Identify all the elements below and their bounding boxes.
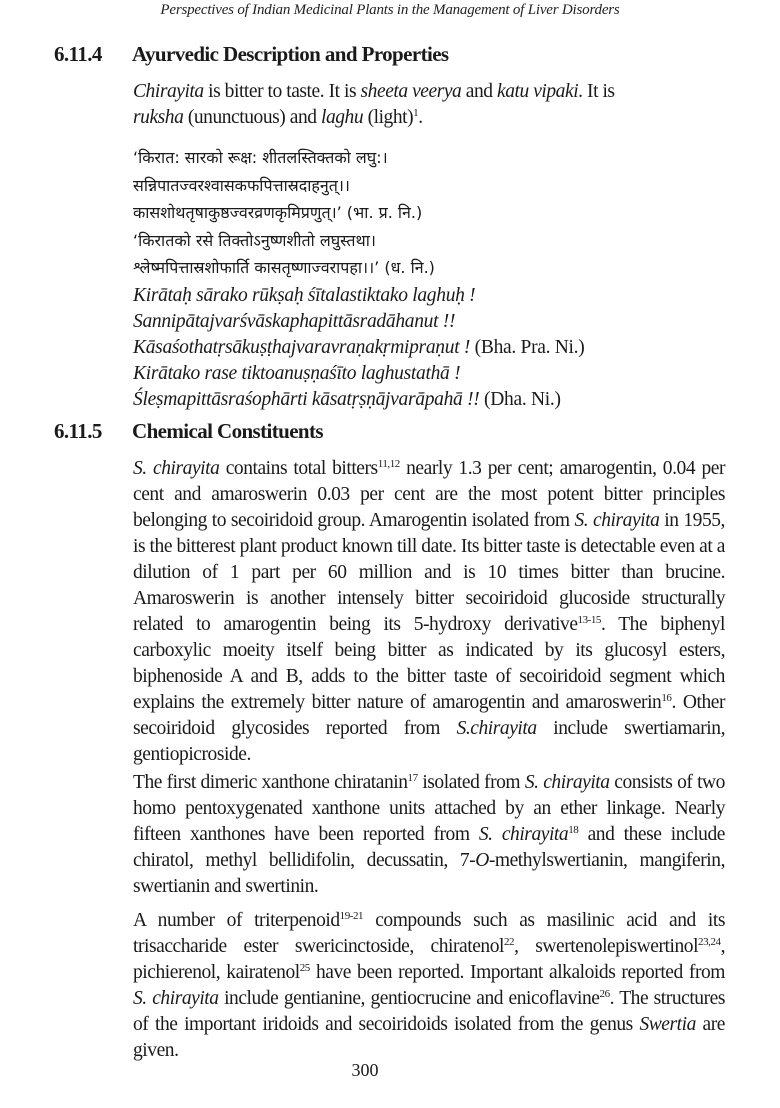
- chemical-paragraph-3: [133, 908, 725, 1064]
- chemical-paragraph-2: [133, 770, 725, 900]
- verse-line: श्लेष्मपित्तास्रशोफार्ति कासतृष्णाज्वरापहा।।’ (ध. नि.): [133, 258, 435, 277]
- text: and: [461, 81, 498, 102]
- translit-line: [133, 335, 584, 361]
- page-number: 300: [351, 1060, 379, 1080]
- text: compounds such as masilinic acid and its trisaccharide ester swericinctoside, chiratenol: [133, 910, 725, 957]
- text: include gentianine, gentiocrucine and enicoflavine: [218, 988, 600, 1009]
- ayurvedic-paragraph: [133, 79, 725, 131]
- text: The first dimeric xanthone chiratanin: [133, 772, 408, 793]
- text: and these include chiratol, methyl bellidifolin, decussatin, 7-: [133, 824, 725, 871]
- text: is bitter to taste. It is: [203, 81, 361, 102]
- text: are given.: [133, 1014, 725, 1061]
- section-title: Chemical Constituents: [132, 419, 323, 443]
- term: ruksha: [133, 107, 184, 128]
- text: . The biphenyl carboxylic moeity itself being bitter as indicated by its glucosyl esters, biphenoside A and B, adds to the bitter taste of secoiridoid segment which explains the extremely bitter nature of amarogentin and amaroswerin: [133, 614, 726, 713]
- text: , swertenolepiswertinol: [514, 936, 699, 957]
- verse-source: (Dha. Ni.): [479, 389, 561, 410]
- text: have been reported. Important alkaloids reported from: [309, 962, 726, 983]
- term: katu vipaki: [497, 81, 579, 102]
- species-name: S. chirayita: [574, 510, 660, 531]
- verse-line: कासशोथतृषाकुष्ठज्वरव्रणकृमिप्रणुत्।’ (भा. प्र. नि.): [133, 203, 423, 222]
- species-name: S.chirayita: [456, 718, 537, 739]
- text: A number of triterpenoid: [133, 910, 340, 931]
- section-heading-6-11-5: [54, 419, 323, 444]
- verse-text: Kāsaśothatṛsākuṣṭhajvaravraṇakṛmipraṇut !: [133, 337, 471, 358]
- translit-line: [133, 283, 584, 309]
- verse-text: Kirātako rase tiktoanuṣṇaśīto laghustathā !: [133, 363, 461, 384]
- verse-text: Kirātaḥ sārako rūkṣaḥ śītalastiktako laghuḥ !: [133, 285, 476, 306]
- term: sheeta veerya: [360, 81, 462, 102]
- running-header: Perspectives of Indian Medicinal Plants in the Management of Liver Disorders: [160, 2, 620, 18]
- citation: 17: [407, 772, 418, 784]
- citation: 13-15: [577, 614, 601, 626]
- sanskrit-verse-devanagari: [133, 144, 435, 282]
- citation: 11,12: [377, 458, 400, 470]
- species-name: S. chirayita: [133, 988, 219, 1009]
- citation: 16: [661, 692, 672, 704]
- text: .: [418, 107, 423, 128]
- citation: 19-21: [339, 910, 364, 922]
- text: . Other secoiridoid glycosides reported from: [133, 692, 726, 739]
- text: . The structures of the important iridoids and secoiridoids isolated from the genus: [133, 988, 725, 1035]
- section-heading-6-11-4: [54, 42, 449, 67]
- term: laghu: [320, 107, 364, 128]
- citation: 23,24: [698, 936, 721, 948]
- text: include swertiamarin, gentiopicroside.: [133, 718, 725, 765]
- verse-source: (Bha. Pra. Ni.): [470, 337, 585, 358]
- sanskrit-verse-transliteration: [133, 283, 584, 413]
- text-italic: O: [475, 850, 489, 871]
- species-name: S. chirayita: [524, 772, 610, 793]
- genus-name: Swertia: [639, 1014, 696, 1035]
- text: nearly 1.3 per cent; amarogentin, 0.04 per cent and amaroswerin 0.03 per cent are the most potent bitter principles belonging to secoiridoid group. Amarogentin isolated from: [133, 458, 725, 531]
- translit-line: [133, 387, 584, 413]
- term: Chirayita: [133, 81, 204, 102]
- chemical-paragraph-1: [133, 456, 725, 768]
- citation: 25: [299, 962, 310, 974]
- species-name: S. chirayita: [133, 458, 220, 479]
- text: (ununctuous) and: [183, 107, 321, 128]
- species-name: S. chirayita: [478, 824, 569, 845]
- text: -methylswertianin, mangiferin, swertianin and swertinin.: [133, 850, 725, 897]
- text: contains total bitters: [219, 458, 378, 479]
- translit-line: [133, 361, 584, 387]
- section-number: 6.11.5: [54, 419, 102, 443]
- text: , pichierenol, kairatenol: [133, 936, 725, 983]
- citation: 22: [504, 936, 515, 948]
- section-number: 6.11.4: [54, 42, 102, 66]
- text: (light): [363, 107, 414, 128]
- translit-line: [133, 309, 584, 335]
- verse-line: ‘किरात: सारको रूक्ष: शीतलस्तिक्तको लघु:।: [133, 148, 388, 167]
- text: isolated from: [417, 772, 525, 793]
- citation: 26: [599, 988, 610, 1000]
- verse-text: Śleṣmapittāsraśophārti kāsatṛṣṇājvarāpahā !!: [133, 389, 480, 410]
- section-title: Ayurvedic Description and Properties: [132, 42, 449, 66]
- text: consists of two homo pentoxygenated xanthone units attached by an ether linkage. Nearly fifteen xanthones have been reported from: [133, 772, 725, 845]
- verse-text: Sannipātajvarśvāskaphapittāsradāhanut !!: [133, 311, 456, 332]
- text: . It is: [578, 81, 615, 102]
- verse-line: सन्निपातज्वरश्वासकफपित्तास्रदाहनुत्।।: [133, 175, 350, 195]
- citation: 1: [413, 107, 419, 119]
- citation: 18: [568, 824, 579, 836]
- text: in 1955, is the bitterest plant product known till date. Its bitter taste is detectable even at a dilution of 1 part per 60 million and is 10 times bitter than brucine. Amaroswerin is another intensely bitter secoiridoid glucoside structurally related to amarogentin being its 5-hydroxy derivative: [133, 510, 725, 635]
- verse-line: ‘किरातको रसे तिक्तोऽनुष्णशीतो लघुस्तथा।: [133, 230, 376, 250]
